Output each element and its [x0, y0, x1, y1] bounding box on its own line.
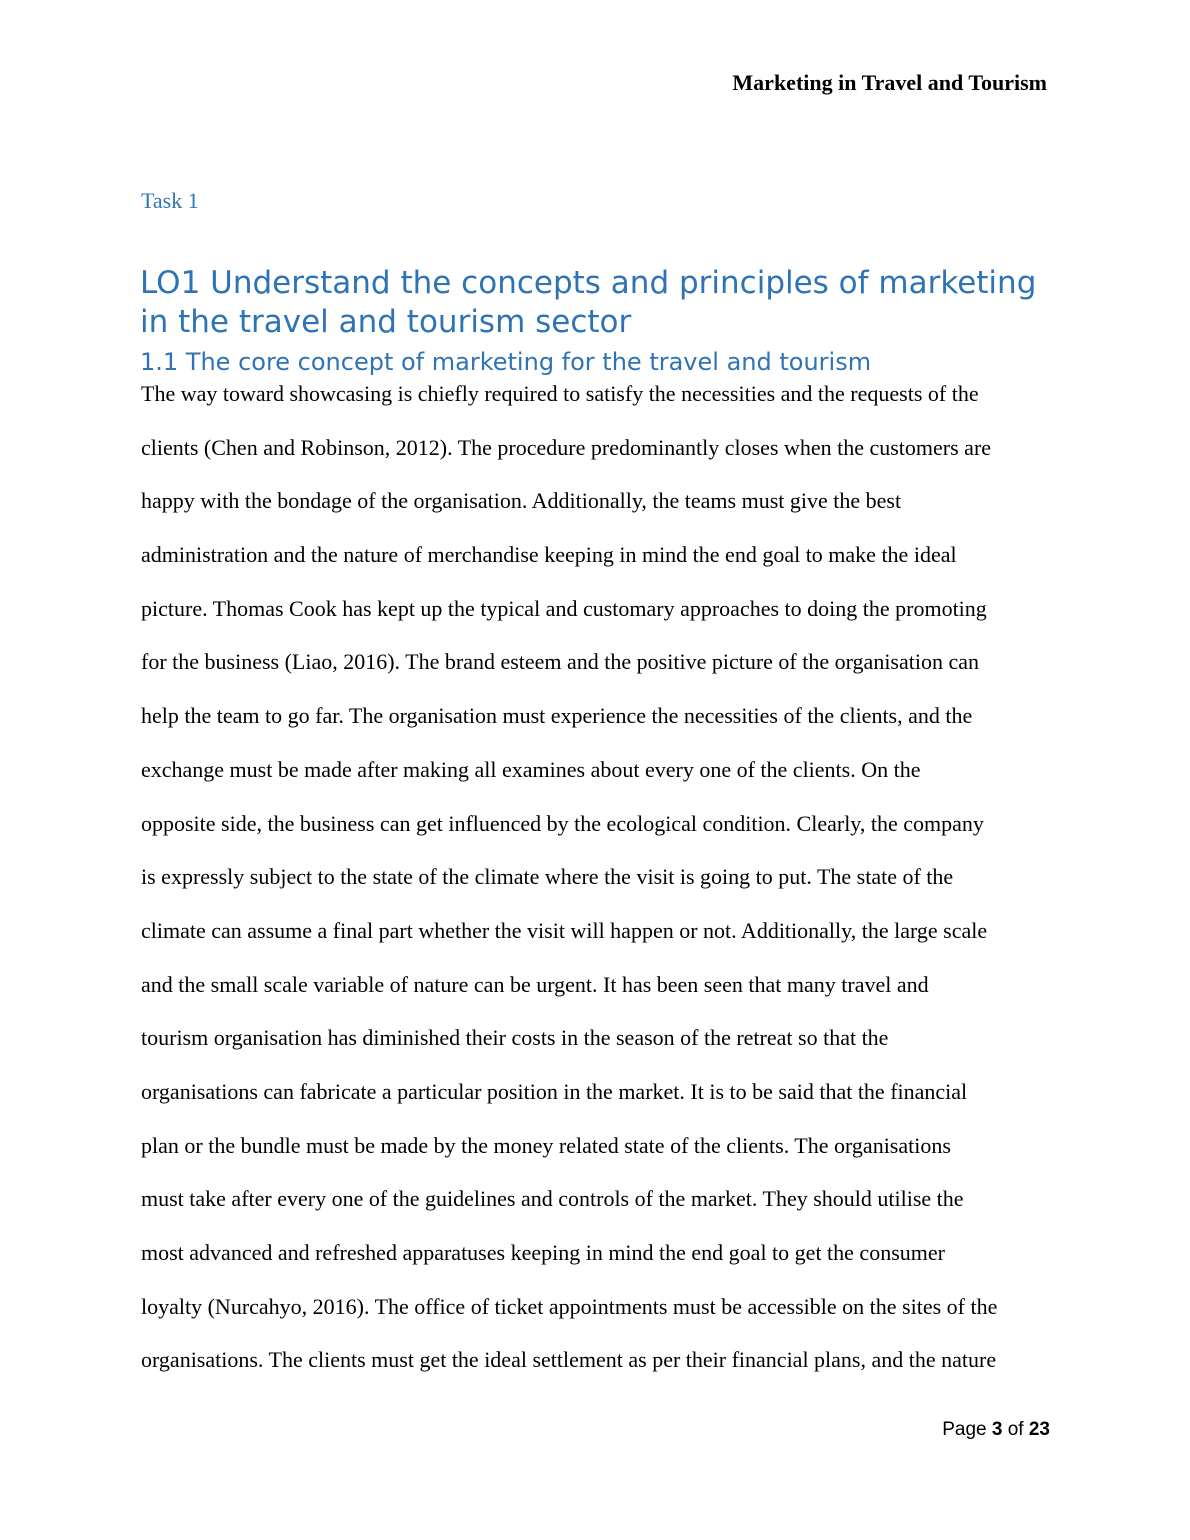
body-line: for the business (Liao, 2016). The brand esteem and the positive picture of the organisation can — [141, 649, 980, 675]
body-line: most advanced and refreshed apparatuses keeping in mind the end goal to get the consumer — [141, 1240, 945, 1265]
body-line: must take after every one of the guidelines and controls of the market. They should utilise the — [141, 1186, 964, 1212]
body-line: and the small scale variable of nature can be urgent. It has been seen that many travel and — [141, 971, 929, 997]
body-line: administration and the nature of merchandise keeping in mind the end goal to make the ideal — [141, 542, 957, 568]
footer-total-pages: 23 — [1028, 1419, 1050, 1440]
body-line: clients (Chen and Robinson, 2012). The procedure predominantly closes when the customers are — [141, 434, 992, 460]
body-line: happy with the bondage of the organisation. Additionally, the teams must give the best — [141, 488, 902, 514]
body-line: The way toward showcasing is chiefly required to satisfy the necessities and the requests of the — [141, 381, 979, 406]
body-line: exchange must be made after making all examines about every one of the clients. On the — [141, 756, 921, 782]
footer-page-word: Page — [942, 1419, 987, 1440]
body-line: plan or the bundle must be made by the money related state of the clients. The organisations — [141, 1132, 951, 1158]
body-line: organisations can fabricate a particular position in the market. It is to be said that the financial — [141, 1078, 968, 1104]
body-line: help the team to go far. The organisation must experience the necessities of the clients, and the — [141, 703, 973, 729]
body-line: is expressly subject to the state of the climate where the visit is going to put. The state of the — [141, 864, 954, 890]
section-heading-lo1: LO1 Understand the concepts and principles of marketing in the travel and tourism sector — [140, 265, 1037, 340]
body-line: picture. Thomas Cook has kept up the typical and customary approaches to doing the promoting — [141, 595, 987, 621]
body-line: organisations. The clients must get the ideal settlement as per their financial plans, and the nature — [141, 1347, 997, 1373]
running-header-title: Marketing in Travel and Tourism — [732, 70, 1047, 95]
body-line: opposite side, the business can get influenced by the ecological condition. Clearly, the company — [141, 810, 984, 836]
body-line: tourism organisation has diminished their costs in the season of the retreat so that the — [141, 1025, 889, 1051]
body-paragraph — [141, 377, 1056, 1397]
footer-of-word: of — [1007, 1419, 1024, 1440]
subsection-heading-1-1: 1.1 The core concept of marketing for the travel and tourism — [140, 348, 872, 376]
task-label: Task 1 — [141, 188, 199, 213]
page-footer — [942, 1419, 1050, 1441]
body-line: loyalty (Nurcahyo, 2016). The office of ticket appointments must be accessible on the sites of the — [141, 1293, 998, 1319]
footer-current-page: 3 — [991, 1419, 1003, 1440]
body-line: climate can assume a final part whether the visit will happen or not. Additionally, the large scale — [141, 917, 988, 943]
